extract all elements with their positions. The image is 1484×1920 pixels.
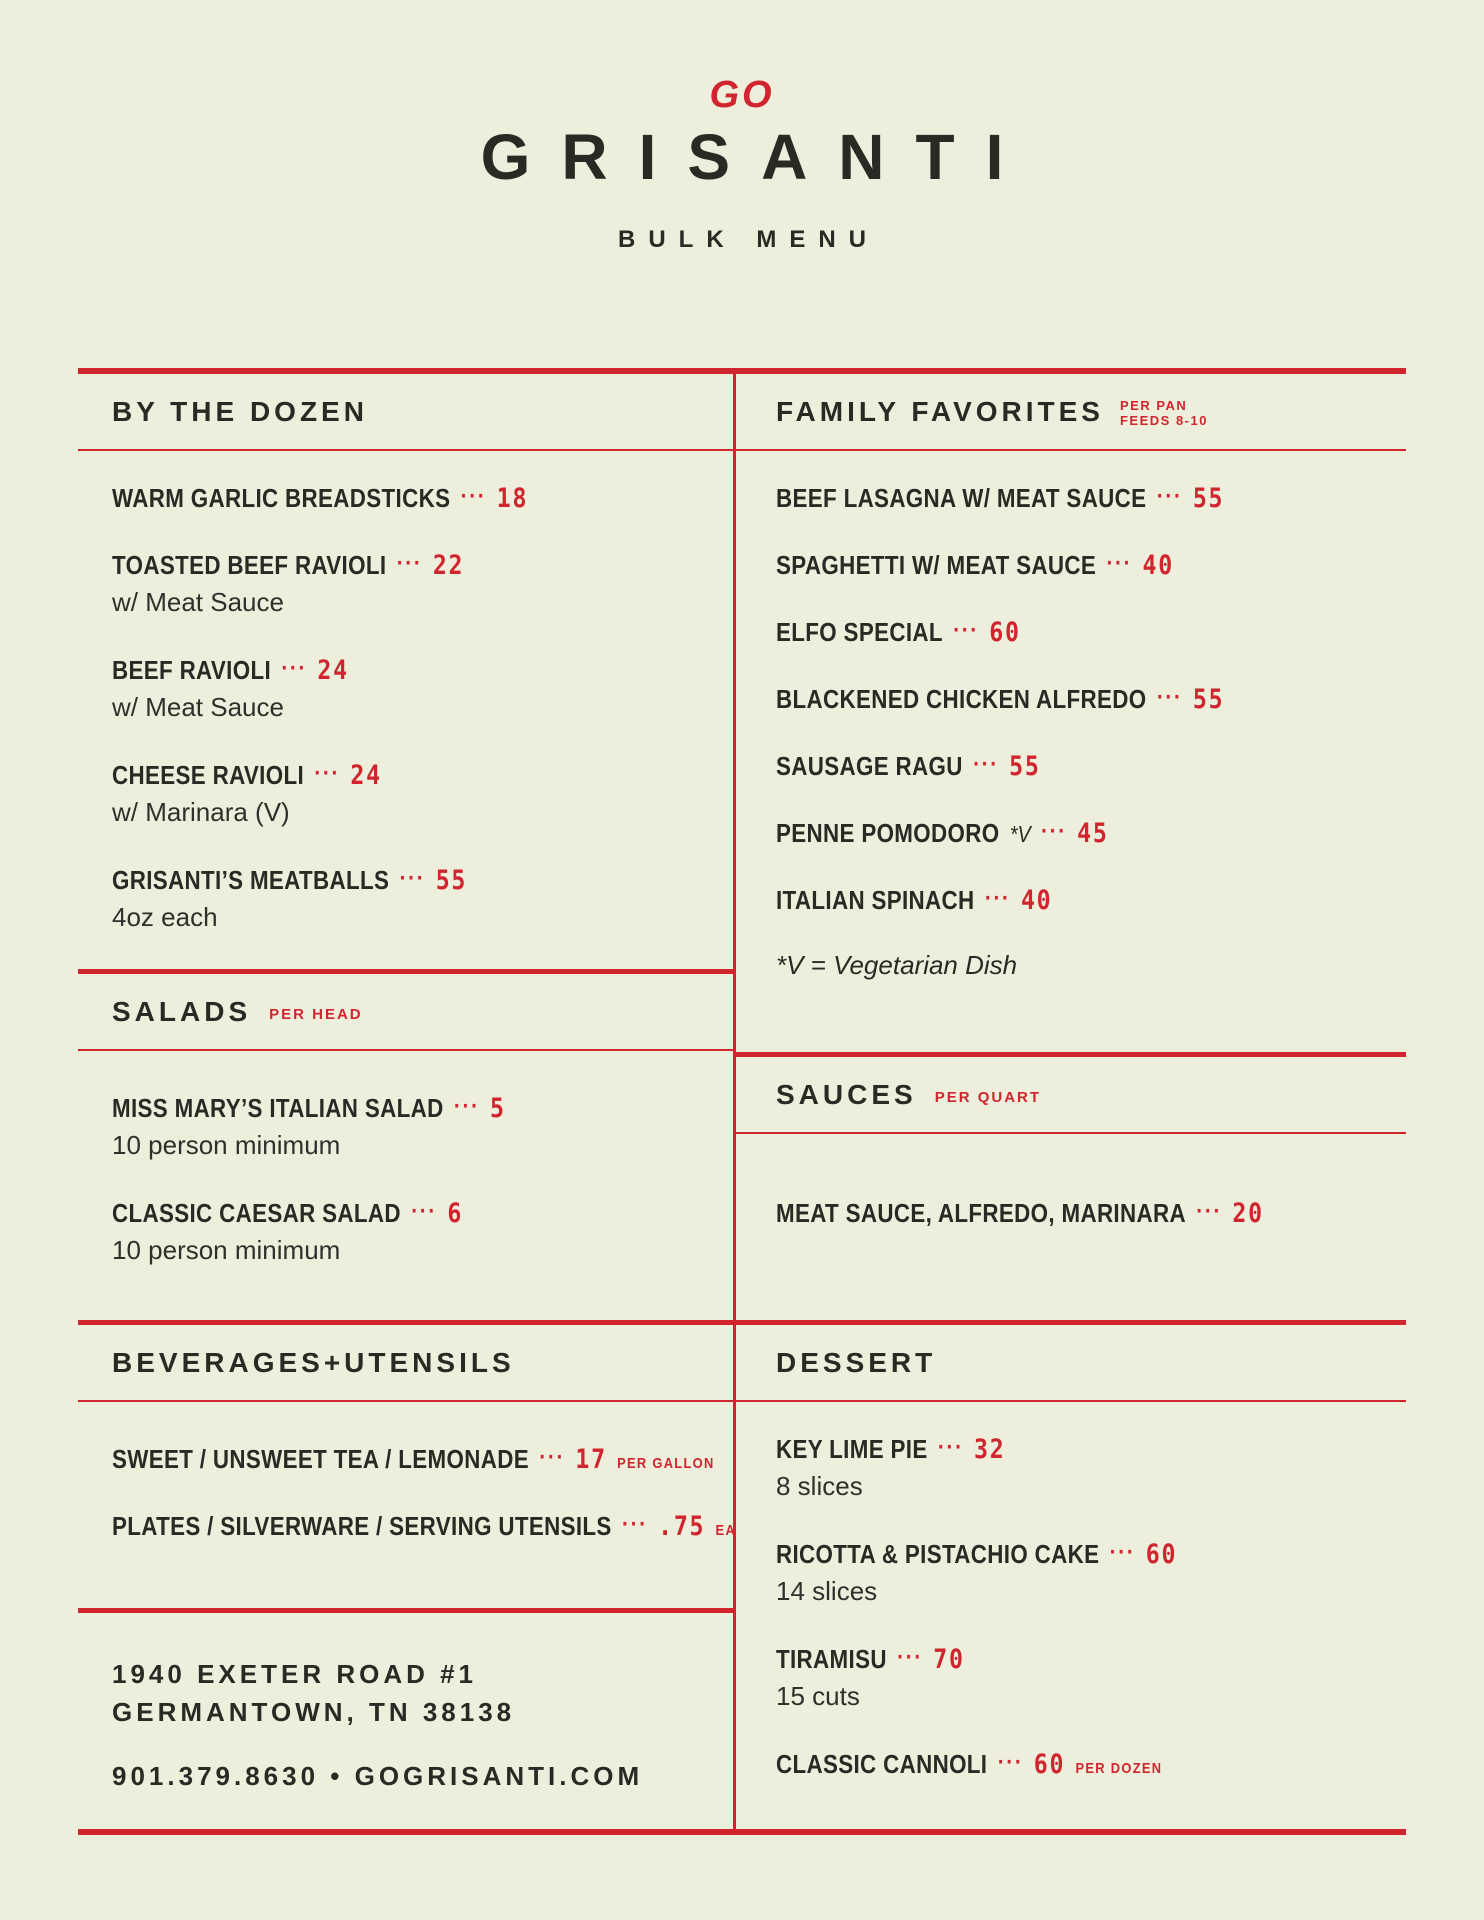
section-unit-badge	[1120, 398, 1208, 428]
item-name: CLASSIC CANNOLI	[776, 1749, 988, 1779]
item-sub: w/ Meat Sauce	[112, 587, 284, 617]
item-name: CHEESE RAVIOLI	[112, 760, 305, 790]
item-name: KEY LIME PIE	[776, 1434, 928, 1464]
menu-item	[776, 481, 1388, 515]
section-items	[78, 451, 733, 935]
item-price: 6	[447, 1198, 464, 1229]
price-dots: ···	[281, 655, 308, 682]
item-price: 55	[1192, 483, 1225, 514]
item-name: MISS MARY’S ITALIAN SALAD	[112, 1093, 444, 1123]
price-dots: ···	[411, 1198, 437, 1225]
menu-item	[776, 1537, 1388, 1609]
price-dots: ···	[396, 550, 423, 577]
item-sub: 4oz each	[112, 902, 218, 932]
price-dots: ···	[1196, 1198, 1223, 1225]
right-column	[736, 374, 1406, 1829]
item-name: BEEF RAVIOLI	[112, 655, 272, 685]
item-price: 55	[435, 865, 468, 896]
item-sub: w/ Marinara (V)	[112, 797, 290, 827]
section-dessert	[736, 1320, 1406, 1829]
section-unit: PER HEAD	[269, 1006, 363, 1023]
price-dots: ···	[314, 760, 341, 787]
item-name: PENNE POMODORO	[776, 818, 1000, 848]
item-price: 24	[317, 655, 349, 686]
section-family-favorites	[736, 374, 1406, 1052]
item-price: 24	[350, 760, 382, 791]
item-name: BEEF LASAGNA W/ MEAT SAUCE	[776, 483, 1147, 513]
item-price-unit: PER GALLON	[617, 1455, 715, 1472]
brand-name: GRISANTI	[480, 121, 1035, 193]
menu-item	[776, 749, 1388, 783]
section-beverages-utensils	[78, 1320, 737, 1608]
item-price: 60	[1033, 1749, 1066, 1780]
menu-item	[776, 682, 1388, 716]
item-name: CLASSIC CAESAR SALAD	[112, 1198, 401, 1228]
section-by-the-dozen	[78, 374, 733, 969]
section-salads	[78, 969, 733, 1320]
section-items	[78, 1051, 733, 1268]
section-header	[736, 1325, 1406, 1402]
section-sauces	[736, 1052, 1406, 1320]
item-name: RICOTTA & PISTACHIO CAKE	[776, 1539, 1100, 1569]
menu-item	[776, 1432, 1388, 1504]
item-name: ITALIAN SPINACH	[776, 885, 975, 915]
item-price: 60	[989, 617, 1021, 648]
item-sub: w/ Meat Sauce	[112, 692, 284, 722]
menu-item	[112, 1196, 715, 1268]
price-dots: ···	[897, 1644, 923, 1671]
item-price: 60	[1145, 1539, 1178, 1570]
menu-item	[776, 1642, 1388, 1714]
item-name: PLATES / SILVERWARE / SERVING UTENSILS	[112, 1511, 612, 1541]
item-price: 20	[1232, 1198, 1264, 1229]
price-dots: ···	[973, 751, 999, 778]
price-dots: ···	[622, 1511, 648, 1538]
section-title: BEVERAGES+UTENSILS	[112, 1346, 515, 1378]
item-price: 70	[933, 1644, 965, 1675]
item-price: 55	[1009, 751, 1041, 782]
phone-website-line: 901.379.8630 • GOGRISANTI.COM	[112, 1761, 644, 1791]
item-name: SWEET / UNSWEET TEA / LEMONADE	[112, 1444, 529, 1474]
menu-item	[776, 816, 1388, 850]
price-dots: ···	[453, 1093, 480, 1120]
price-dots: ···	[1156, 483, 1183, 510]
address-line: 1940 EXETER ROAD #1	[112, 1659, 478, 1689]
item-name: ELFO SPECIAL	[776, 617, 943, 647]
item-price: 18	[496, 483, 529, 514]
item-price-unit: EA	[715, 1522, 737, 1539]
item-name: TIRAMISU	[776, 1644, 887, 1674]
vegetarian-note: *V = Vegetarian Dish	[776, 950, 1018, 980]
item-sub: 15 cuts	[776, 1681, 860, 1711]
price-dots: ···	[539, 1444, 566, 1471]
badge-line: PER PAN	[1119, 397, 1188, 413]
menu-item	[112, 548, 715, 620]
menu-item	[776, 883, 1388, 917]
section-unit: PER QUART	[934, 1089, 1042, 1106]
price-dots: ···	[1041, 818, 1067, 845]
item-sub: 10 person minimum	[112, 1130, 341, 1160]
section-header	[78, 374, 733, 451]
section-title: SAUCES	[776, 1078, 917, 1110]
item-price: 40	[1142, 550, 1174, 581]
section-items	[736, 451, 1406, 981]
menu-item	[776, 1196, 1388, 1230]
price-dots: ···	[1156, 684, 1183, 711]
price-dots: ···	[399, 865, 426, 892]
menu-body	[78, 368, 1406, 1835]
item-name: TOASTED BEEF RAVIOLI	[112, 550, 387, 580]
section-title: FAMILY FAVORITES	[776, 395, 1104, 427]
item-name: MEAT SAUCE, ALFREDO, MARINARA	[776, 1198, 1186, 1228]
section-items	[736, 1134, 1406, 1230]
item-sub: 10 person minimum	[112, 1235, 341, 1265]
item-price: 55	[1192, 684, 1225, 715]
vegetarian-flag: *V	[1009, 821, 1031, 847]
item-price: 17	[575, 1444, 607, 1475]
item-price-unit: PER DOZEN	[1075, 1760, 1163, 1777]
section-items	[78, 1402, 737, 1543]
item-price: 45	[1077, 818, 1109, 849]
item-price: 22	[432, 550, 465, 581]
price-dots: ···	[1106, 550, 1133, 577]
item-name: BLACKENED CHICKEN ALFREDO	[776, 684, 1147, 714]
menu-item	[112, 1442, 715, 1476]
item-price: 32	[974, 1434, 1006, 1465]
section-header	[736, 1057, 1406, 1134]
section-header	[78, 974, 733, 1051]
menu-item	[776, 548, 1388, 582]
left-column	[78, 374, 737, 1829]
menu-item	[776, 1747, 1388, 1781]
brand-prefix: GO	[709, 74, 775, 116]
menu-item	[112, 1509, 737, 1543]
address-line: GERMANTOWN, TN 38138	[112, 1697, 516, 1727]
item-name: WARM GARLIC BREADSTICKS	[112, 483, 451, 513]
price-dots: ···	[953, 617, 979, 644]
item-price: 5	[490, 1093, 506, 1124]
menu-item	[112, 653, 715, 725]
price-dots: ···	[1109, 1539, 1136, 1566]
section-header	[736, 374, 1406, 451]
price-dots: ···	[937, 1434, 964, 1461]
footer-contact-block	[78, 1608, 733, 1829]
price-dots: ···	[460, 483, 487, 510]
price-dots: ···	[984, 885, 1011, 912]
price-dots: ···	[997, 1749, 1024, 1776]
item-name: SPAGHETTI W/ MEAT SAUCE	[776, 550, 1097, 580]
section-title: SALADS	[112, 995, 252, 1027]
section-header	[78, 1325, 733, 1402]
menu-item	[112, 758, 715, 830]
item-sub: 14 slices	[776, 1576, 878, 1606]
badge-line: FEEDS 8-10	[1119, 412, 1208, 428]
menu-item	[112, 863, 715, 935]
menu-type-title: BULK MENU	[618, 226, 879, 253]
section-title: BY THE DOZEN	[112, 395, 368, 427]
item-price: 40	[1020, 885, 1053, 916]
item-name: SAUSAGE RAGU	[776, 751, 963, 781]
menu-item	[112, 1091, 715, 1163]
menu-item	[776, 615, 1388, 649]
section-title: DESSERT	[776, 1346, 937, 1378]
item-price: .75	[658, 1511, 706, 1542]
item-name: GRISANTI’S MEATBALLS	[112, 865, 390, 895]
section-items	[736, 1402, 1406, 1781]
item-sub: 8 slices	[776, 1471, 863, 1501]
menu-item	[112, 481, 715, 515]
